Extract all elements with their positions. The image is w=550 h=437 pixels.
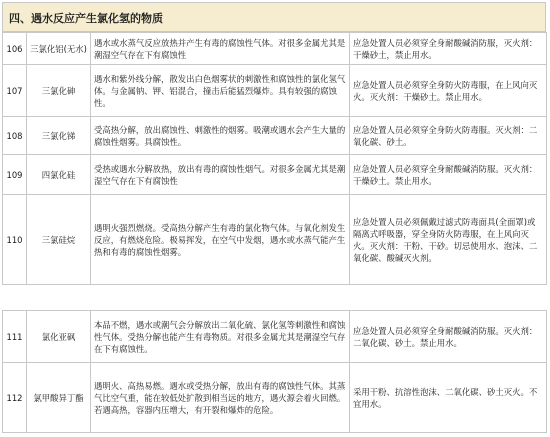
section-header — [2, 2, 546, 32]
substance-name: 氯甲酸异丁酯 — [27, 363, 91, 433]
substance-name: 三氯化锑 — [27, 117, 91, 155]
section-title: 四、遇水反应产生氯化氢的物质 — [9, 12, 163, 25]
hazard-properties: 遇明火强烈燃烧。受高热分解产生有毒的氯化物气体。与氧化剂发生反应，有燃烧危险。极易挥发，在空气中发烟，遇水或水蒸气能产生热和有毒的腐蚀性烟雾。 — [91, 195, 350, 285]
row-number: 110 — [3, 195, 27, 285]
emergency-response: 应急处置人员必须穿全身耐酸碱消防服。灭火剂：二氧化碳、砂土。禁止用水。 — [350, 311, 547, 363]
row-number: 106 — [3, 33, 27, 65]
hazard-properties: 受热或遇水分解放热，放出有毒的腐蚀性烟气。对很多金属尤其是潮湿空气存在下有腐蚀性 — [91, 155, 350, 195]
hazard-properties: 本品不燃，遇水或潮气会分解放出二氧化硫、氯化氢等刺激性和腐蚀性气体。受热分解也能产生有毒物质。对很多金属尤其是潮湿空气存在下有腐蚀性。 — [91, 311, 350, 363]
table-row — [3, 195, 547, 285]
row-number: 111 — [3, 311, 27, 363]
hazard-properties: 遇水或水蒸气反应放热并产生有毒的腐蚀性气体。对很多金属尤其是潮湿空气存在下有腐蚀性 — [91, 33, 350, 65]
table-row — [3, 65, 547, 117]
substance-name: 三氯化铝(无水) — [27, 33, 91, 65]
substance-name: 三氯硅烷 — [27, 195, 91, 285]
emergency-response: 应急处置人员必须佩戴过滤式防毒面具(全面罩)或隔离式呼吸器，穿全身防火防毒服，在上风向灭火。灭火剂：干粉、干砂。切忌使用水、泡沫、二氧化碳、酸碱灭火剂。 — [350, 195, 547, 285]
row-number: 107 — [3, 65, 27, 117]
hazard-table-lower — [2, 310, 547, 433]
hazard-properties: 遇水和紫外线分解，散发出白色烟雾状的刺激性和腐蚀性的氯化氢气体。与金属钠、钾、铝混合，撞击后能猛烈爆炸。具有较强的腐蚀性。 — [91, 65, 350, 117]
emergency-response: 应急处置人员必须穿全身耐酸碱消防服。灭火剂：干燥砂土。禁止用水。 — [350, 155, 547, 195]
row-number: 108 — [3, 117, 27, 155]
hazard-properties: 受高热分解，放出腐蚀性、刺激性的烟雾。吸潮或遇水会产生大量的腐蚀性烟雾。具腐蚀性。 — [91, 117, 350, 155]
hazard-properties: 遇明火、高热易燃。遇水或受热分解，放出有毒的腐蚀性气体。其蒸气比空气重，能在较低处扩散到相当远的地方，遇火源会着火回燃。若遇高热，容器内压增大，有开裂和爆炸的危险。 — [91, 363, 350, 433]
row-number: 109 — [3, 155, 27, 195]
substance-name: 四氯化硅 — [27, 155, 91, 195]
emergency-response: 采用干粉、抗溶性泡沫、二氧化碳、砂土灭火。不宜用水。 — [350, 363, 547, 433]
table-row — [3, 363, 547, 433]
table-row — [3, 117, 547, 155]
table-row — [3, 311, 547, 363]
substance-name: 三氯化砷 — [27, 65, 91, 117]
table-row — [3, 155, 547, 195]
substance-name: 氯化亚砜 — [27, 311, 91, 363]
table-row — [3, 33, 547, 65]
emergency-response: 应急处置人员必须穿全身耐酸碱消防服，灭火剂：干燥砂土，禁止用水。 — [350, 33, 547, 65]
row-number: 112 — [3, 363, 27, 433]
emergency-response: 应急处置人员必须穿全身防火防毒服，在上风向灭火。灭火剂：干燥砂土。禁止用水。 — [350, 65, 547, 117]
hazard-table-upper — [2, 32, 547, 285]
emergency-response: 应急处置人员必须穿全身防火防毒服。灭火剂：二氧化碳、砂土。 — [350, 117, 547, 155]
page-gap — [2, 285, 546, 310]
